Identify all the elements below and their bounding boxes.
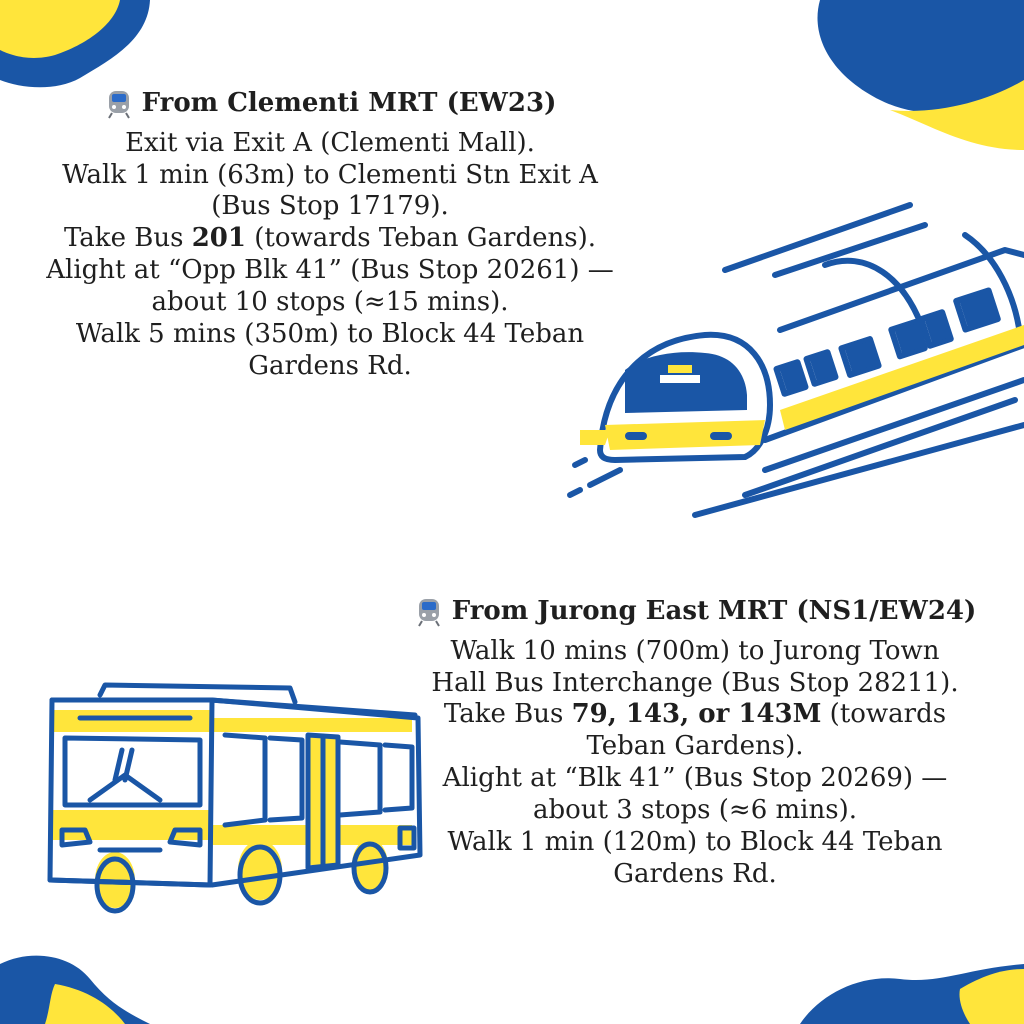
clementi-heading-text: From Clementi MRT (EW23) bbox=[141, 88, 557, 118]
train-emoji-icon bbox=[104, 89, 134, 119]
top-left-blob bbox=[0, 0, 150, 90]
jurong-step-7: Walk 1 min (120m) to Block 44 Teban bbox=[447, 826, 943, 857]
jurong-step-3-post: (towards bbox=[821, 699, 947, 730]
bottom-left-blob bbox=[0, 944, 150, 1024]
clementi-step-4 bbox=[30, 223, 630, 255]
jurong-step-5: Alight at “Blk 41” (Bus Stop 20269) — bbox=[442, 763, 948, 794]
clementi-bus-number: 201 bbox=[191, 223, 246, 254]
jurong-step-8: Gardens Rd. bbox=[613, 858, 777, 889]
clementi-step-2: Walk 1 min (63m) to Clementi Stn Exit A bbox=[62, 159, 598, 190]
clementi-step-7: Walk 5 mins (350m) to Block 44 Teban bbox=[75, 318, 585, 349]
clementi-step-6: about 10 stops (≈15 mins). bbox=[151, 286, 509, 317]
bus-icon bbox=[40, 680, 430, 920]
jurong-heading bbox=[414, 596, 977, 628]
jurong-step-2: Hall Bus Interchange (Bus Stop 28211). bbox=[431, 667, 959, 698]
top-right-blob bbox=[790, 0, 1024, 160]
jurong-bus-numbers: 79, 143, or 143M bbox=[571, 699, 822, 730]
jurong-step-1: Walk 10 mins (700m) to Jurong Town bbox=[450, 635, 940, 666]
clementi-step-4-pre: Take Bus bbox=[63, 223, 192, 254]
clementi-step-8: Gardens Rd. bbox=[248, 350, 412, 381]
jurong-heading-text: From Jurong East MRT (NS1/EW24) bbox=[451, 596, 977, 626]
bottom-right-blob bbox=[790, 944, 1024, 1024]
clementi-step-1: Exit via Exit A (Clementi Mall). bbox=[125, 127, 535, 158]
jurong-step-3-pre: Take Bus bbox=[443, 699, 572, 730]
clementi-step-5: Alight at “Opp Blk 41” (Bus Stop 20261) — bbox=[46, 255, 614, 286]
clementi-route-block bbox=[30, 88, 630, 383]
train-emoji-icon bbox=[414, 597, 444, 627]
clementi-heading bbox=[104, 88, 557, 120]
jurong-step-4: Teban Gardens). bbox=[586, 731, 804, 762]
jurong-route-block bbox=[405, 596, 985, 891]
jurong-step-6: about 3 stops (≈6 mins). bbox=[533, 794, 857, 825]
jurong-step-3 bbox=[405, 699, 985, 731]
mrt-train-icon bbox=[565, 195, 1024, 525]
clementi-step-3: (Bus Stop 17179). bbox=[211, 191, 449, 222]
clementi-step-4-post: (towards Teban Gardens). bbox=[245, 223, 597, 254]
